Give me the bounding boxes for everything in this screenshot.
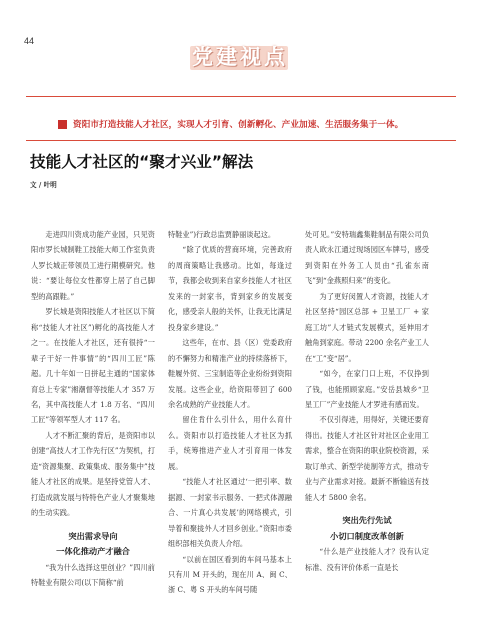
paragraph: 走进四川资成功能产业园，只见资阳市罗长城制鞋工技能大师工作室负责人罗长城正带领员工进行期模研究。他说：“要让每位女性都穿上居了自己脚型的高跟鞋。” [31,230,155,301]
column-2 [168,227,292,625]
paragraph: 人才不断汇聚的背后，是资阳市以创建“高技人才工作先行区”为契机，打造“资源集聚、政策集成、服务集中”技能人才社区的成果。是坚持党管人才、打造成就发展与特特色产业人才聚集地的生动实践。 [31,430,155,518]
subhead: 突出需求导向 [68,530,118,541]
paragraph: “我为什么选择这里创业？”四川前特鞋业有限公司(以下简称“前 [31,562,155,588]
paragraph: 这些年，在市、县（区）党委政府的不懈努力和精准产业的持续落桥下，鞋履外贸、三宝制造等企业纷纷到资阳发展。这些企业，给资阳带回了 600 余名成熟的产业技能人才。 [168,338,292,409]
tagline: 资阳市打造技能人才社区，实现人才引育、创新孵化、产业加速、生活服务集于一体。 [73,120,404,130]
paragraph: 不仅引得进，用得好，关键还要育得出。技能人才社区针对社区企业用工需求，整合在资阳的职业院校资源，采取订单式、新型学徒制等方式，推动专业与产业需求对接。最新不断输送有技能人才 5800 余名。 [305,415,429,502]
subhead: 突出先行先试 [342,515,392,526]
paragraph: 罗长城是资阳技能人才社区以下简称“技能人才社区”)孵化的高技能人才之一。在技能人才社区，还有很持“一辈子干好一件事情”的“四川工匠”陈超。几十年如一日拼起主通的“国家体育总上专家”湘潮督等技能人才 357 万名，其中高技能人才 1.8 万名、“四川工匠”等领军型人才 117 名。 [31,307,155,425]
paragraph: “如今，在家门口上班，不仅挣到了钱，也能照顾家庭。”安岳县城乡“卫星工厂”产业技能人才罗进有感而发。 [305,369,429,409]
banner-char-1: 党 [192,45,213,69]
banner-char-3: 视 [240,45,261,69]
subhead: 小切口制度改革创新 [330,530,404,541]
tagline-box [58,116,428,132]
paragraph: 留住肯什么引什么，用什么育什么。资阳市以打造技能人才社区为抓手，统筹推进产业人才引育用一体发展。 [168,415,292,471]
banner-char-2: 建 [216,45,237,69]
tag-square-icon [58,120,67,129]
article-title: 技能人才社区的“聚才兴业”解法 [30,153,254,171]
column-banner [190,42,288,74]
subhead: 一体化推动产才融合 [56,546,130,557]
paragraph: “以前在国区看到的车间马基本上只有川 M 开头的，现在川 A、闽 C、浙 C、粤 S 开头的车间号随 [168,554,292,595]
paragraph: 为了更好闵置人才资源，技能人才社区坚持“园区总部 + 卫星工厂 + 家庭工坊”人才链式发展模式，延伸用才触角到家庭。带动 2200 余名产业工人在“工”变“居”。 [305,291,429,363]
tagline-rule [26,140,456,141]
byline: 文 / 叶明 [30,181,57,189]
paragraph: “技能人才社区通过‘一把引率、数据源、一封家书示服务、一把式体源融合、一片真心共发展’的网络模式，引导着和聚拢外人才回乡创业。”资阳市委组织部相关负责人介绍。 [168,477,292,549]
column-1 [31,227,155,625]
top-rule [26,96,456,97]
paragraph: 处可见。”安特瑞鑫集鞋制品有限公司负责人欧永江通过现场园区车牌号，感受到资阳在外务工人员由“孔雀东南飞”到“金燕照归来”的变化。 [305,230,429,286]
banner-char-4: 点 [264,45,285,69]
paragraph: 特鞋业”)行政总监贾静丽谈起这。 [168,230,276,239]
page-number: 44 [24,36,35,46]
paragraph: “除了优质的营商环境，完善政府的周商策略让我感动。比如，每逢过节，我都会收到来自家乡技能人才社区发来的一封家书，背到家乡的发展变化，感受亲人般的关怀，让我无比满足投身家乡建设。” [168,245,292,332]
column-3 [305,227,429,625]
paragraph: “什么是产业技能人才？没有认定标准、没有评价体系一直是长 [305,547,429,572]
